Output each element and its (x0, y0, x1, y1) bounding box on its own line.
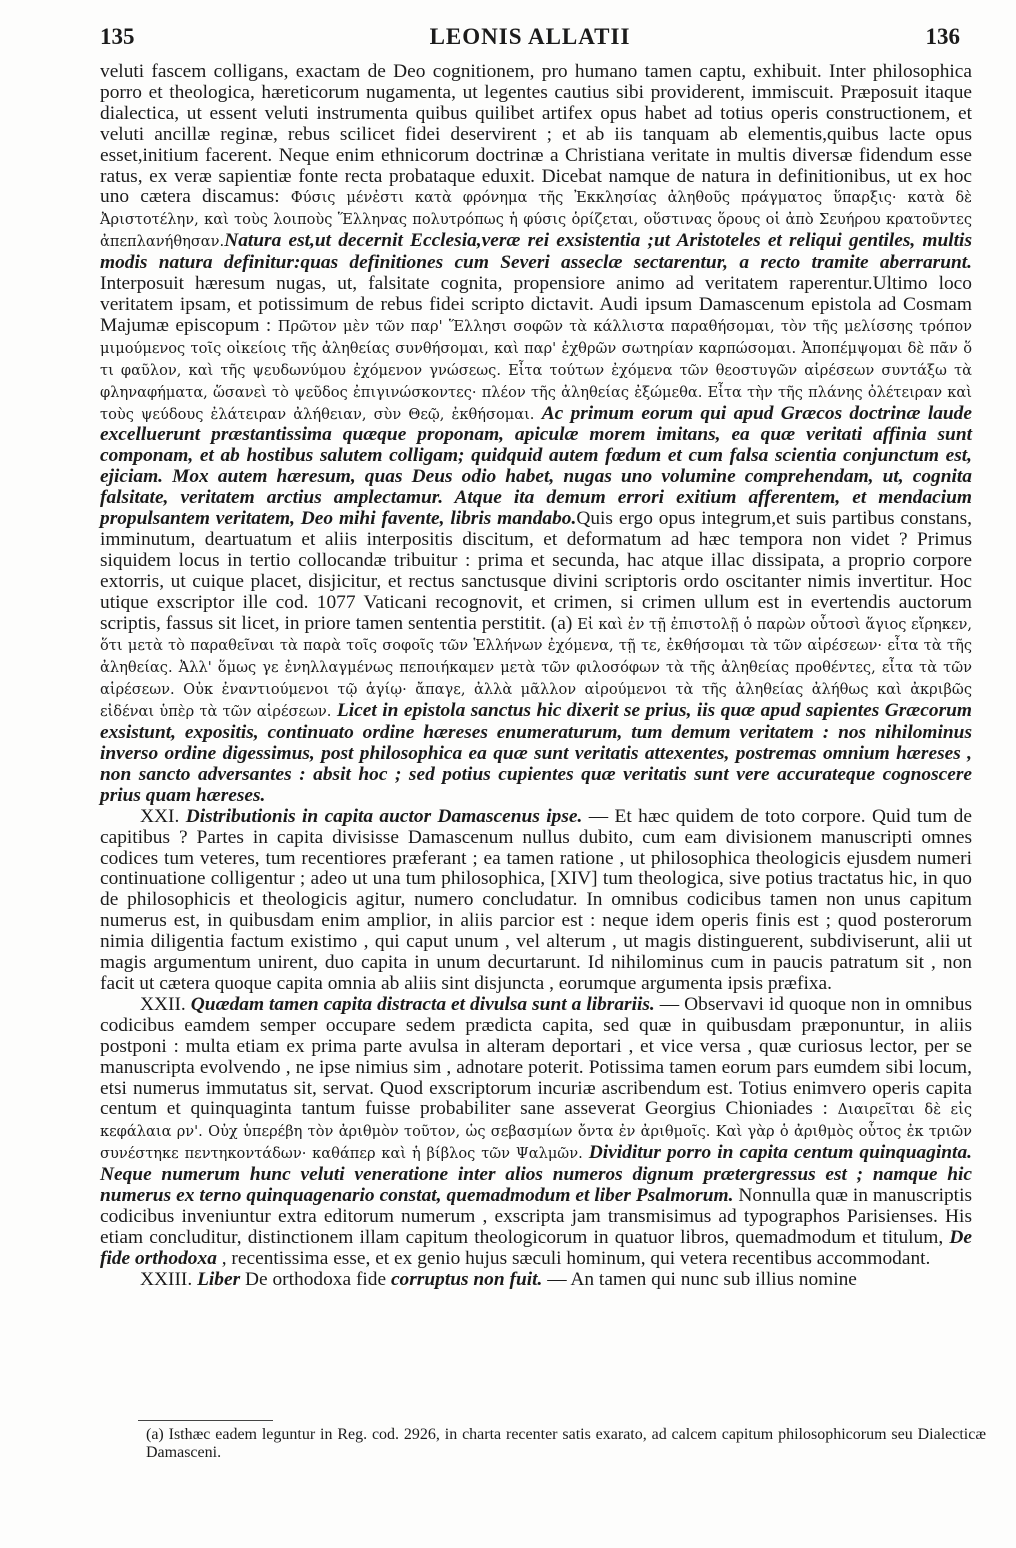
section-number: XXII. (140, 993, 191, 1015)
text-run: Quis ergo opus integrum,et suis partibus constans, imminutum, deartuatum et aliis interpositis discitum, et deformatum ad hæc tempora non videt ? Primus siquidem locus in tertio collocandæ tribuitur : prima et secunda, hac atque illac dissipata, a proprio corpore extorris, ut cuique placet, disjicitur, et rectus sanctusque divini scriptoris ordo oscitanter nimis invertitur. Hoc utique exscriptor ille cod. 1077 Vaticani recognovit, et crimen, si crimen ullum est in evertendis auctorum scriptis, fassus sit licet, in priore tamen sententia perstitit. (a) (100, 508, 972, 634)
section-number: XXI. (140, 805, 186, 827)
italic-text: Licet in epistola sanctus hic dixerit se prius, iis quæ apud sapientes Græcorum exsistunt, expositis, continuato ordine hæreses enumeraturum, tum demum veritatem : nos nihilominus inverso ordine digessimus, post philosophica ea quæ sunt veritatis attexentes, postremas omnium hæreses , non sancto adversantes : absit hoc ; sed potius cupientes quæ veritatis sunt vere accurateque cognoscere prius quam hæreses. (100, 700, 972, 806)
italic-text: De fide orthodoxa (100, 1226, 972, 1269)
right-page-number: 136 (925, 24, 960, 49)
text-run: Nonnulla quæ in manuscriptis codicibus inveniuntur extra editorum numerum , exscripta jam transmisimus ad typographos Parisienses. His etiam concluditur, distinctionem illam capitum theologicorum in quatuor libros, quemadmodum et titulum, (100, 1185, 973, 1248)
text-run: veluti fascem colligans, exactam de Deo cognitionem, pro humano tamen captu, exhibuit. Inter philosophica porro et theologica, hæreticorum nugamenta, ut legentes cautius sibi providerent, immiscuit. Præposuit itaque dialectica, ut essent veluti instrumenta quibus quilibet artifex opus habet ad totius operis constructionem, et veluti ancillæ reginæ, rebus scilicet fidei deservirent ; et ab iis tanquam ab elementis,quibus lacte opus esset,initium facerent. Neque enim ethnicorum doctrinæ a Christiana veritate in multis diversæ fidendum esse ratus, ex veræ sapientiæ fonte recta probataque eduxit. Dicebat namque de natura in definitionibus, ut ex hoc uno cætera discamus: (100, 61, 972, 208)
italic-text: Quædam tamen capita distracta et divulsa sunt a librariis. (190, 993, 655, 1015)
section-number: XXIII. (140, 1268, 198, 1290)
greek-passage: Πρῶτον μὲν τῶν παρ' Ἕλλησι σοφῶν τὰ κάλλιστα παραθήσομαι, τὸν τῆς μελίσσης τρόπον μιμούμενος τοῖς οἰκείοις τῆς ἀληθείας συνθήσομαι, καὶ παρ' ἐχθρῶν σωτηρίαν καρπώσομαι. Ἀποπέμψομαι δὲ πᾶν ὅ τι φαῦλον, καὶ τῆς ψευδωνύμου ἐχόμενον γνώσεως. Εἶτα τούτων ἐχόμενα τῶν θεοστυγῶν αἱρέσεων συντάξω τὰ φληναφήματα, ὥσανεὶ τὸ ψεῦδος ἐπιγινώσκοντες· πλέον τῆς ἀληθείας ἐξώμεθα. Εἶτα τὴν τῆς πλάνης ὀλέτειραν καὶ τοὺς ψεύδους ἐλάτειραν ἀλήθειαν, σὺν Θεῷ, ἐκθήσομαι. (100, 317, 972, 423)
text-run: — Et hæc quidem de toto corpore. Quid tum de capitibus ? Partes in capita divisisse Damascenum nullus dubito, cum eam divisionem manuscripti omnes codices tum veteres, tum recentiores præferant ; ea tamen ratione , ut philosophica theologicis ejusdem numeri continuatione colligentur ; adeo ut una tum philosophica, [XIV] tum theologica, sive potius tractatus hic, in quo de philosophicis et theologicis agitur, numero concludatur. In omnibus codicibus tamen non unus capitum numerus est, in quibusdam enim amplior, in aliis parcior est : neque idem operis finis est ; quod posterorum nimia diligentia factum existimo , qui caput unum , vel alterum , ut magis distinguerent, subdiviserunt, alii ut magis argumentum unirent, duo capita in unum decurtarunt. Id nihilominus cum in paucis patratum sit , non facit ut cætera quoque capita omnia ab aliis sint disjuncta , eorumque argumenta ipsis præfixa. (100, 805, 972, 994)
paragraph (100, 62, 972, 807)
paragraph (100, 807, 972, 995)
text-run: — Observavi id quoque non in omnibus codicibus eamdem semper occupare sedem prædicta capita, sed quæ in quibusdam præponuntur, in aliis postponi : multa etiam ex prima parte avulsa in alteram deportari , et vice versa , quæ curiosus lector, per se manuscripta evolvendo , ne ipse nimius sim , adnotare poterit. Potissima tamen eorum pars eumdem sibi locum, etsi numerus immutatus sit, servat. Quod exscriptorum incuriæ ascribendum est. Totius enimvero operis capita centum et quinquaginta tantum fuisse probabiliter sane asseverat Georgius Chioniades : (100, 993, 973, 1120)
text-run: Interposuit hæresum nugas, ut, falsitate cognita, propensiore animo ad veritatem raperentur.Ultimo loco veritatem ipsam, et potissimum de rebus fidei scripto dictavit. Audi ipsum Damascenum epistola ad Cosmam Majumæ episcopum : (100, 273, 972, 336)
italic-text: Liber (197, 1268, 241, 1290)
italic-text: Distributionis in capita auctor Damascenus ipse. (185, 805, 583, 827)
italic-text: Dividitur porro in capita centum quinquaginta. Neque numerum hunc veluti veneratione inter alios numeros dignum prætergressus est ; namque hic numerus ex terno quinquagenario constat, quemadmodum et liber Psalmorum. (100, 1142, 972, 1207)
running-header (100, 24, 960, 56)
paragraph (100, 995, 972, 1270)
text-run: — An tamen qui nunc sub illius nomine (542, 1268, 857, 1290)
greek-passage: Εἰ καὶ ἐν τῇ ἐπιστολῇ ὁ παρὼν οὗτοσὶ ἅγιος εἴρηκεν, ὅτι μετὰ τὸ παραθεῖναι τὰ παρὰ τοῖς σοφοῖς τῶν Ἑλλήνων ἐχόμενα, τῇ τε, ἐκθήσομαι τὰ τῶν αἱρέσεων· εἶτα τὰ τῆς ἀληθείας. Ἀλλ' ὅμως γε ἐνηλλαγμένως πεποιήκαμεν μετὰ τῶν φιλοσόφων τὰ τῆς ἀληθείας προθέντες, εἶτα τὰ τῶν αἱρέσεων. Οὐκ ἐναντιούμενοι τῷ ἁγίῳ· ἄπαγε, ἀλλὰ μᾶλλον αἱρούμενοι τὰ τῆς ἀληθείας ἀλήθως καὶ ἀκριβῶς εἰδέναι ὑπὲρ τὰ τῶν αἱρέσεων. (100, 615, 972, 721)
footnote: (a) Isthæc eadem leguntur in Reg. cod. 2926, in charta recenter satis exarato, ad calcem capitum philosophicorum seu Dialecticæ Damasceni. (146, 1426, 986, 1461)
italic-text: Natura est,ut decernit Ecclesia,veræ rei exsistentia ;ut Aristoteles et reliqui gentiles, multis modis natura definitur:quas definitiones cum Severi asseclæ sectarentur, a recto tramite aberrarunt. (100, 230, 972, 274)
running-title: LEONIS ALLATII (429, 24, 631, 49)
paragraph (100, 1270, 972, 1291)
left-page-number: 135 (100, 24, 135, 49)
italic-text: Ac primum eorum qui apud Græcos doctrinæ laude excelluerunt præstantissima quæque proponam, apiculæ morem imitans, ea quæ veritati affinia sunt componam, et ab hostibus salutem colligam; quidquid autem fœdum et cum falsa scientia conjunctum est, ejiciam. Mox autem hæresum, quas Deus odio habet, nugas uno volumine comprehendam, ut, cognita falsitate, veritatem arctius amplectamur. Atque ita demum errori exitium afferentem, et mendacium propulsantem veritatem, Deo mihi favente, libris mandabo. (100, 402, 972, 530)
greek-passage: Φύσις μένἐστι κατὰ φρόνημα τῆς Ἐκκλησίας ἀληθοῦς πράγματος ὕπαρξις· κατὰ δὲ Ἀριστοτέλην, καὶ τοὺς λοιποὺς Ἕλληνας πολυτρόπως ἡ φύσις ὁρίζεται, οὕστινας ὅρους οἱ ἀπὸ Σευήρου κρατοῦντες ἀπεπλανήθησαν. (100, 189, 973, 251)
body-text (100, 62, 972, 1291)
text-run: De orthodoxa fide (240, 1268, 391, 1290)
footnote-rule (138, 1420, 273, 1421)
italic-text: corruptus non fuit. (390, 1268, 543, 1290)
text-run: , recentissima esse, et ex genio hujus sæculi hominum, qui vetera recentibus accommodant. (216, 1247, 931, 1269)
greek-passage: Διαιρεῖται δὲ εἰς κεφάλαια ρν'. Οὐχ ὑπερέβη τὸν ἀριθμὸν τοῦτον, ὡς σεβασμίων ὄντα ἐν ἀριθμοῖς. Καὶ γὰρ ὁ ἀριθμὸς οὗτος ἐκ τριῶν συνέστηκε πεντηκοντάδων· καθάπερ καὶ ἡ βίβλος τῶν Ψαλμῶν. (100, 1101, 972, 1163)
